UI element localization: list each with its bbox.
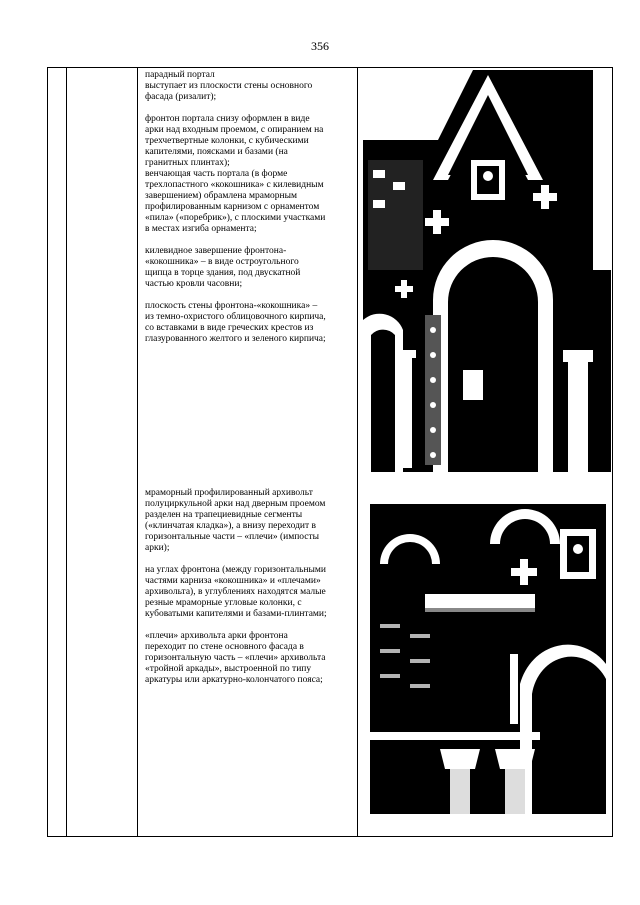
description-block-2 (145, 488, 350, 697)
description-block-1 (145, 70, 350, 356)
column-divider (137, 68, 138, 836)
text-paragraph: фронтон портала снизу оформлен в виде арки над входным проемом, с опиранием на трехчетвертные колонки, с кубическими капителями, поясками и базами (на гранитных плинтах); венчающая часть портала (в форме трехлопастного «кокошника» с килевидным завершением) обрамлена мраморным профилированным карнизом с орнаментом «пила» («поребрик»), с плоскими участками в местах изгиба орнамента; (145, 114, 326, 234)
text-paragraph: плоскость стены фронтона-«кокошника» – из темно-охристого облицовочного кирпича, со вставками в виде греческих крестов из глазурованного желтого и зеленого кирпича; (145, 301, 326, 344)
document-table (47, 67, 613, 837)
text-paragraph: «плечи» архивольта арки фронтона переходит по стене основного фасада в горизонтальную часть – «плечи» архивольта «тройной аркады», выстроенной по типу аркатуры или аркатурно-колончатого пояса; (145, 631, 326, 685)
page-number: 356 (311, 39, 329, 53)
text-paragraph: на углах фронтона (между горизонтальными частями карниза «кокошника» и «плечами» архивольта), в углублениях находятся малые резные мраморные угловые колонки, с кубоватыми капителями и базами-плинтами; (145, 565, 327, 619)
text-paragraph: килевидное завершение фронтона- «кокошника» – в виде остроугольного щипца в торце здания, под двускатной частью кровли часовни; (145, 246, 301, 289)
column-divider (66, 68, 67, 836)
text-paragraph: мраморный профилированный архивольт полуциркульной арки над дверным проемом разделен на трапециевидные сегменты («клинчатая кладка»), а внизу переходит в горизонтальные части – «плечи» (импосты арки); (145, 488, 326, 553)
archivolt-detail-photo (370, 504, 606, 814)
portal-facade-photo (363, 70, 611, 472)
column-divider (357, 68, 358, 836)
text-paragraph: парадный портал выступает из плоскости стены основного фасада (ризалит); (145, 70, 313, 102)
